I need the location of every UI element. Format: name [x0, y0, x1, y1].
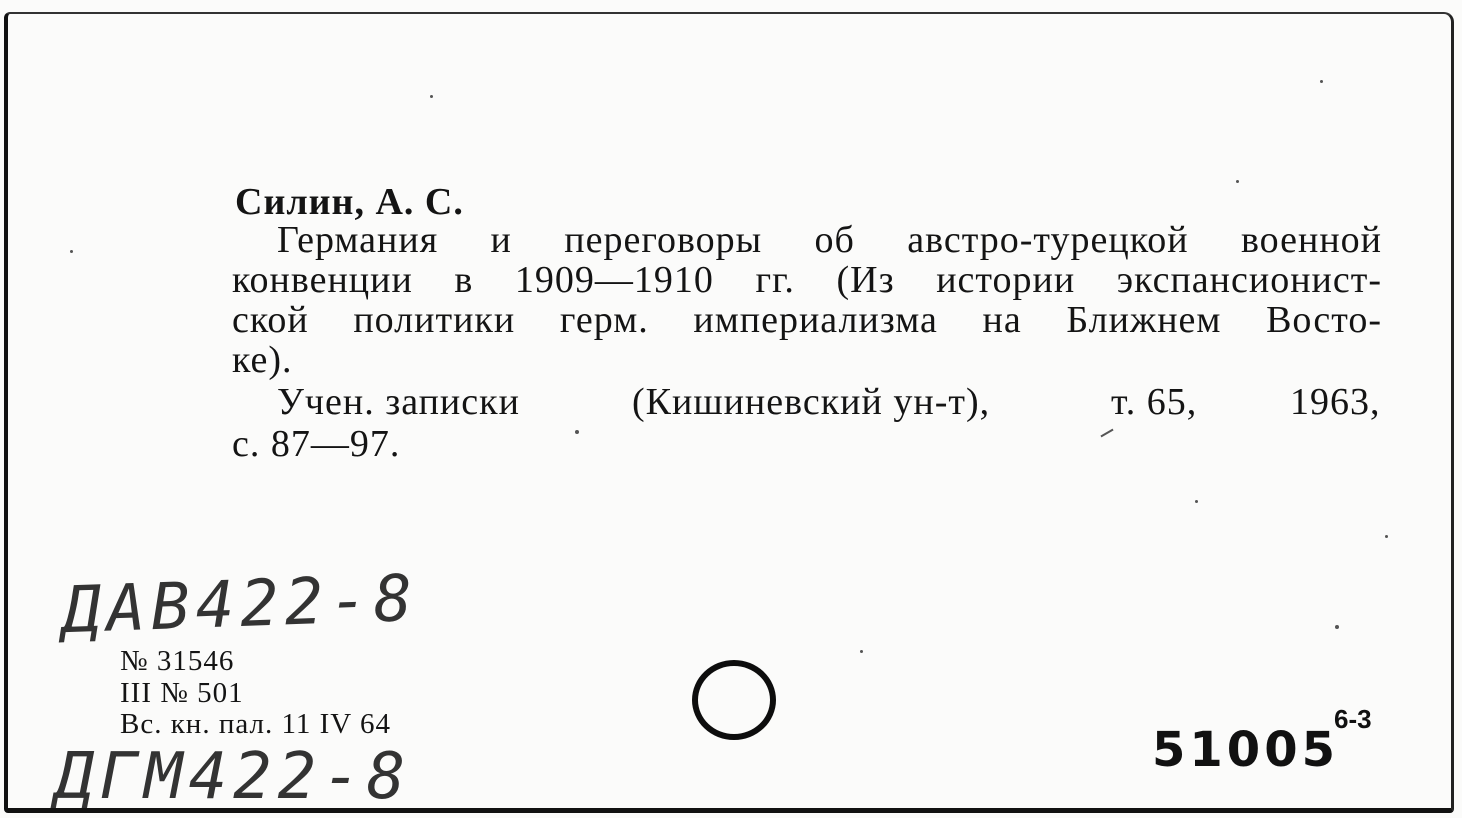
stamp-number: 51005	[1152, 722, 1339, 778]
handwritten-shelfmark-bottom: ДГМ422-8	[55, 740, 412, 814]
source-volume: т. 65,	[1111, 381, 1198, 423]
author-name: Силин, А. С.	[235, 181, 464, 223]
scan-speck	[1320, 80, 1323, 83]
scan-speck	[860, 650, 863, 653]
source-publisher: (Кишиневский ун-т),	[632, 381, 991, 423]
title-line-4: ке).	[232, 339, 293, 381]
title-line-3: ской политики герм. империализма на Ближнем Восто-	[232, 299, 1382, 341]
title-line-1: Германия и переговоры об австро-турецкой военной	[277, 219, 1382, 261]
series-number: III № 501	[120, 677, 244, 709]
scan-speck	[1236, 180, 1239, 183]
book-chamber-note: Вс. кн. пал. 11 IV 64	[120, 708, 391, 740]
title-line-2: конвенции в 1909—1910 гг. (Из истории экспансионист-	[232, 259, 1382, 301]
source-year: 1963,	[1290, 381, 1381, 423]
punched-hole-circle	[692, 660, 776, 740]
card-code: 6-3	[1334, 704, 1372, 734]
source-journal: Учен. записки	[277, 381, 520, 423]
scan-speck	[70, 250, 73, 253]
handwritten-shelfmark-top: ДАВ422-8	[60, 561, 420, 649]
scan-speck	[430, 95, 433, 98]
scan-speck	[575, 430, 579, 434]
scan-speck	[1385, 535, 1388, 538]
record-number: № 31546	[120, 645, 235, 677]
source-pages: с. 87—97.	[232, 423, 401, 465]
scan-speck	[1335, 625, 1339, 629]
scan-speck	[1195, 500, 1198, 503]
